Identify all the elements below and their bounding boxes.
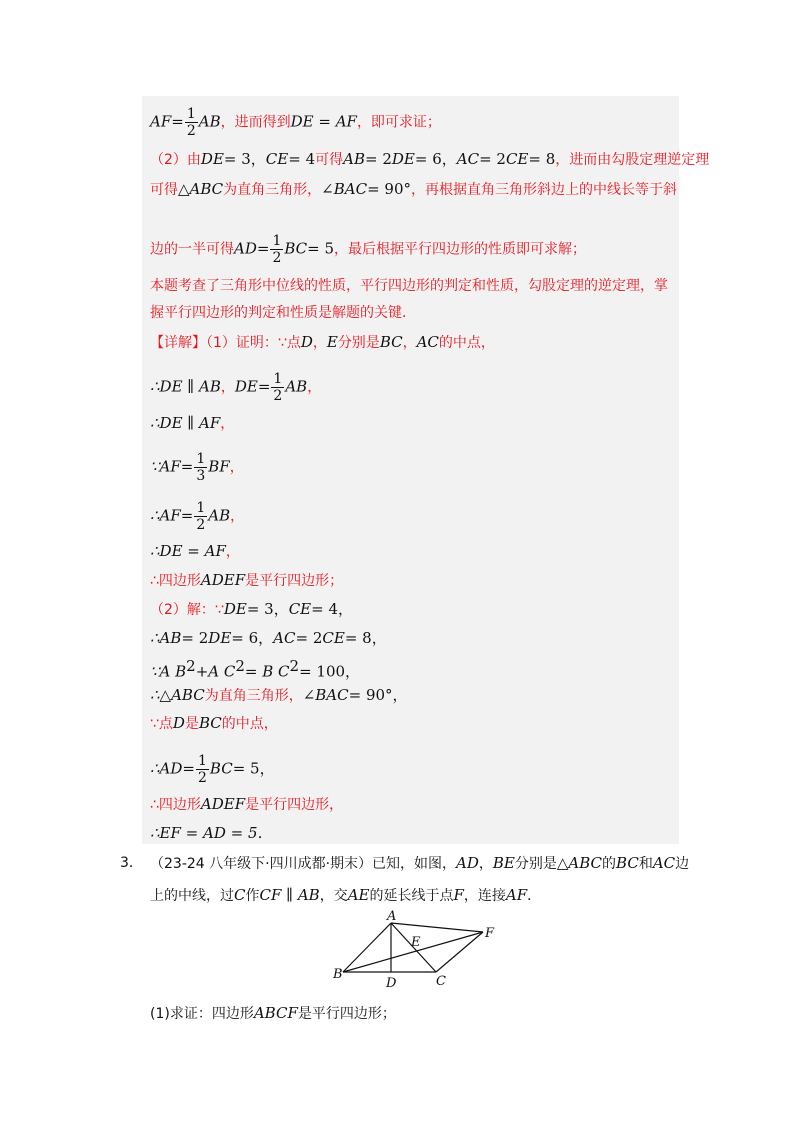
question-source: （23-24 八年级下·四川成都·期末）已知，如图，	[150, 856, 457, 872]
label-e: E	[411, 935, 421, 950]
math: = 90°，	[348, 686, 408, 704]
math: C	[234, 886, 246, 904]
text: 的中点，	[438, 335, 495, 351]
text: 是	[184, 716, 199, 732]
math: BC	[198, 714, 222, 732]
math: = 6，	[231, 629, 274, 647]
text: ，	[402, 335, 417, 351]
eq-sign: =	[180, 457, 194, 476]
math: = 2	[295, 629, 323, 647]
text: ，即可求证；	[356, 114, 441, 131]
math: ∴AF	[150, 506, 181, 525]
math: ADEF	[200, 795, 246, 813]
math-af: AF	[150, 112, 172, 131]
math: = 8，	[344, 629, 387, 647]
math: = 6，	[414, 150, 457, 168]
math: D	[172, 714, 185, 732]
math: CE	[322, 629, 345, 647]
math: ∵AF	[150, 457, 181, 476]
math: AB	[208, 506, 231, 525]
math: AD	[234, 239, 257, 258]
label-f: F	[485, 926, 495, 941]
text: ∴四边形	[150, 797, 201, 813]
math: BF	[208, 457, 230, 476]
math: ADEF	[200, 571, 246, 589]
frac-den: 2	[273, 388, 283, 404]
text: ∵点	[150, 716, 173, 732]
math: BC	[616, 854, 639, 872]
math-ab: AB	[198, 112, 221, 131]
text: ，连接	[463, 888, 506, 904]
math: AC	[456, 150, 480, 168]
text: ，	[230, 508, 245, 525]
math: = 2	[479, 150, 506, 168]
text: 和	[638, 856, 653, 872]
math: AC	[416, 333, 439, 351]
text: ．	[527, 888, 542, 904]
frac-num: 1	[273, 371, 283, 387]
frac-num: 1	[272, 233, 282, 249]
frac-num: 1	[186, 106, 196, 122]
label-c: C	[436, 974, 446, 989]
math: = 2	[364, 150, 392, 168]
eq-sign: =	[182, 759, 195, 778]
text: 可得	[315, 152, 344, 168]
math: DE = AF	[290, 112, 357, 131]
superscript: 2	[186, 657, 196, 675]
text: 的中点，	[221, 716, 278, 732]
detail-heading: 【详解】（1）证明：∵点	[150, 335, 301, 351]
label-d: D	[386, 976, 397, 991]
math: = 100，	[299, 662, 361, 681]
math: ∠BAC	[302, 686, 349, 704]
text: 边的一半可得	[150, 241, 234, 258]
eq-sign: =	[171, 112, 184, 131]
math: = 4	[288, 150, 316, 168]
text: （2）由	[150, 152, 201, 168]
text: 为直角三角形，	[223, 182, 322, 198]
math: AD	[456, 854, 479, 872]
math: BC	[209, 759, 233, 778]
frac-den: 3	[196, 468, 206, 484]
math: AC	[273, 629, 296, 647]
text: ∴四边形	[150, 573, 201, 589]
math: DE	[234, 377, 258, 396]
solution-line-6: 握平行四边形的判定和性质是解题的关键．	[150, 305, 416, 321]
text: 是平行四边形；	[297, 1006, 396, 1022]
question-number: 3．	[120, 855, 143, 871]
math: AB	[343, 150, 365, 168]
eq-sign: =	[257, 377, 271, 396]
math: = 5	[307, 239, 335, 258]
math: AF	[505, 886, 528, 904]
text: ，进而由勾股定理逆定理	[555, 152, 710, 168]
text: 的	[602, 856, 617, 872]
frac-den: 2	[186, 123, 196, 139]
frac-den: 2	[272, 250, 282, 266]
math: = 4，	[311, 600, 354, 618]
math: CE	[265, 150, 289, 168]
text: 是平行四边形，	[245, 797, 344, 813]
math: DE	[200, 150, 224, 168]
solution-line-5: 本题考查了三角形中位线的性质，平行四边形的判定和性质，勾股定理的逆定理，掌	[150, 278, 668, 294]
superscript: 2	[289, 657, 300, 675]
frac-den: 2	[196, 517, 206, 533]
math: F	[453, 886, 464, 904]
math: ∴△ABC	[150, 686, 205, 704]
frac-num: 1	[196, 500, 206, 516]
text: 分别是	[514, 856, 557, 872]
math: = 5，	[232, 759, 275, 778]
math: = 3，	[246, 600, 289, 618]
label-b: B	[333, 967, 343, 982]
eq-sign: =	[180, 506, 194, 525]
math: DE	[208, 629, 232, 647]
text: 作	[245, 888, 260, 904]
math: AC	[652, 854, 676, 872]
math: DE	[391, 150, 415, 168]
text: ，	[229, 459, 244, 476]
math: AE	[347, 886, 370, 904]
math: DE	[223, 600, 247, 618]
text: ，交	[319, 888, 348, 904]
math: ∴DE ∥ AB	[150, 377, 221, 396]
text: 的延长线于点	[369, 888, 454, 904]
math: = B C	[244, 662, 290, 681]
text: 是平行四边形；	[245, 573, 344, 589]
math: CE	[505, 150, 529, 168]
text: ，	[312, 335, 327, 351]
text: 分别是	[337, 335, 380, 351]
math: △ABC	[178, 180, 224, 198]
math: E	[326, 333, 338, 351]
segment-af	[391, 923, 483, 932]
math: ∴DE = AF	[150, 542, 226, 560]
text: 为直角三角形，	[204, 688, 303, 704]
label-a: A	[387, 909, 397, 924]
question-part-1	[150, 1003, 396, 1024]
math: = 3，	[223, 150, 266, 168]
math: ∴AB	[150, 629, 182, 647]
math: D	[300, 333, 313, 351]
math: ∴AD	[150, 759, 183, 778]
math: = 8	[528, 150, 556, 168]
math: BC	[284, 239, 308, 258]
math: ∠BAC	[321, 180, 368, 198]
text: ，	[220, 416, 235, 432]
math: +A C	[195, 662, 236, 681]
math: AB	[285, 377, 308, 396]
text: ，	[478, 856, 493, 872]
math: = 2	[181, 629, 209, 647]
text: （2）解：∵	[150, 602, 224, 618]
math: ∵A B	[150, 662, 187, 681]
text: ，最后根据平行四边形的性质即可求解；	[334, 241, 587, 258]
text: ，再根据直角三角形斜边上的中线长等于斜	[411, 182, 677, 198]
text: 边	[675, 856, 690, 872]
math: ∴EF = AD = 5．	[150, 824, 273, 842]
text: 可得	[150, 182, 178, 198]
math: = 90°	[367, 180, 411, 198]
text: ，	[307, 379, 322, 396]
segment-fc	[436, 932, 483, 972]
math: ∴DE ∥ AF	[150, 414, 221, 432]
text: (1)求证：四边形	[150, 1006, 254, 1022]
math: △ABC	[556, 854, 603, 872]
frac-den: 2	[197, 770, 207, 786]
frac-num: 1	[196, 451, 206, 467]
text: ，	[220, 379, 235, 396]
math: CF ∥ AB	[259, 886, 320, 904]
math: ABCF	[253, 1004, 298, 1022]
frac-num: 1	[197, 753, 207, 769]
text: ，进而得到	[220, 114, 291, 131]
math: BC	[379, 333, 403, 351]
text: ，	[225, 544, 240, 560]
eq-sign: =	[256, 239, 270, 258]
math: BE	[492, 854, 515, 872]
text: 上的中线，过	[150, 888, 234, 904]
math: CE	[288, 600, 312, 618]
superscript: 2	[235, 657, 245, 675]
